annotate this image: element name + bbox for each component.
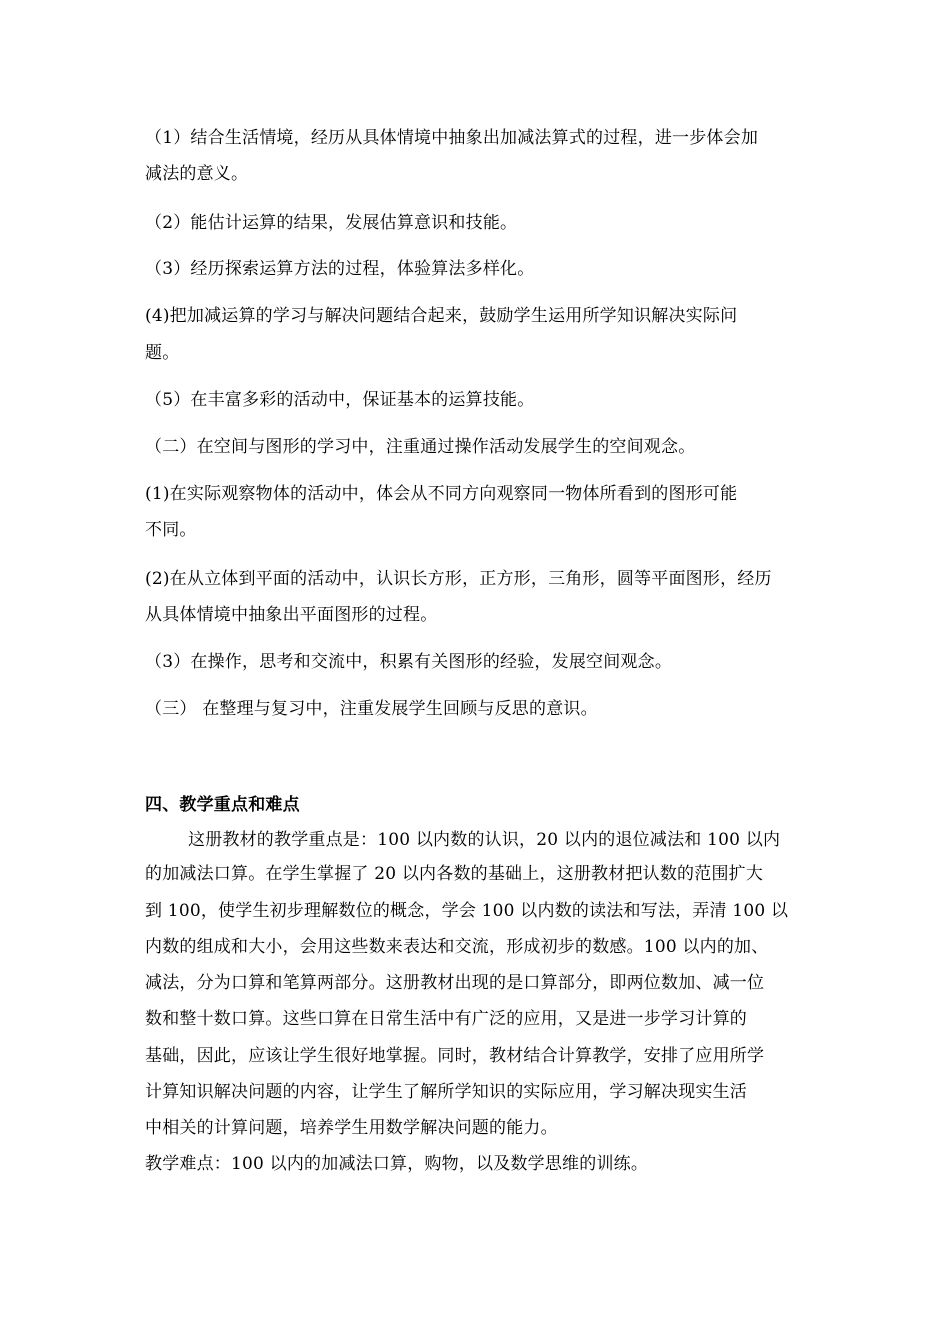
geometry-2-line-2: 从具体情境中抽象出平面图形的过程。 <box>145 605 438 625</box>
focus-paragraph-line-1: 这册教材的教学重点是：100 以内数的认识，20 以内的退位减法和 100 以内 <box>188 830 781 850</box>
section-2-heading: （二）在空间与图形的学习中，注重通过操作活动发展学生的空间观念。 <box>145 437 696 457</box>
focus-paragraph-line-5: 减法，分为口算和笔算两部分。这册教材出现的是口算部分，即两位数加、减一位 <box>145 973 765 993</box>
focus-paragraph-line-3: 到 100，使学生初步理解数位的概念，学会 100 以内数的读法和写法，弄清 100 以 <box>145 901 789 921</box>
geometry-3: （3）在操作，思考和交流中，积累有关图形的经验，发展空间观念。 <box>145 652 673 672</box>
difficulty-line: 教学难点：100 以内的加减法口算，购物，以及数学思维的训练。 <box>145 1154 649 1174</box>
focus-paragraph-line-6: 数和整十数口算。这些口算在日常生活中有广泛的应用，又是进一步学习计算的 <box>145 1009 747 1029</box>
section-4-heading: 四、教学重点和难点 <box>145 795 300 815</box>
objective-4-line-1: (4)把加减运算的学习与解决问题结合起来，鼓励学生运用所学知识解决实际问 <box>145 306 738 326</box>
geometry-1-line-2: 不同。 <box>145 520 197 540</box>
geometry-1-line-1: (1)在实际观察物体的活动中，体会从不同方向观察同一物体所看到的图形可能 <box>145 484 738 504</box>
objective-5: （5）在丰富多彩的活动中，保证基本的运算技能。 <box>145 390 535 410</box>
focus-paragraph-line-9: 中相关的计算问题，培养学生用数学解决问题的能力。 <box>145 1118 558 1138</box>
objective-1-line-2: 减法的意义。 <box>145 164 249 184</box>
focus-paragraph-line-2: 的加减法口算。在学生掌握了 20 以内各数的基础上，这册教材把认数的范围扩大 <box>145 864 764 884</box>
objective-3: （3）经历探索运算方法的过程，体验算法多样化。 <box>145 259 535 279</box>
objective-2: （2）能估计运算的结果，发展估算意识和技能。 <box>145 213 518 233</box>
objective-1-line-1: （1）结合生活情境，经历从具体情境中抽象出加减法算式的过程，进一步体会加 <box>145 128 759 148</box>
focus-paragraph-line-7: 基础，因此，应该让学生很好地掌握。同时，教材结合计算教学，安排了应用所学 <box>145 1046 765 1066</box>
objective-4-line-2: 题。 <box>145 343 180 363</box>
focus-paragraph-line-4: 内数的组成和大小，会用这些数来表达和交流，形成初步的数感。100 以内的加、 <box>145 937 769 957</box>
geometry-2-line-1: (2)在从立体到平面的活动中，认识长方形，正方形，三角形，圆等平面图形，经历 <box>145 569 772 589</box>
section-3-heading: （三） 在整理与复习中，注重发展学生回顾与反思的意识。 <box>145 699 598 719</box>
focus-paragraph-line-8: 计算知识解决问题的内容，让学生了解所学知识的实际应用，学习解决现实生活 <box>145 1082 747 1102</box>
